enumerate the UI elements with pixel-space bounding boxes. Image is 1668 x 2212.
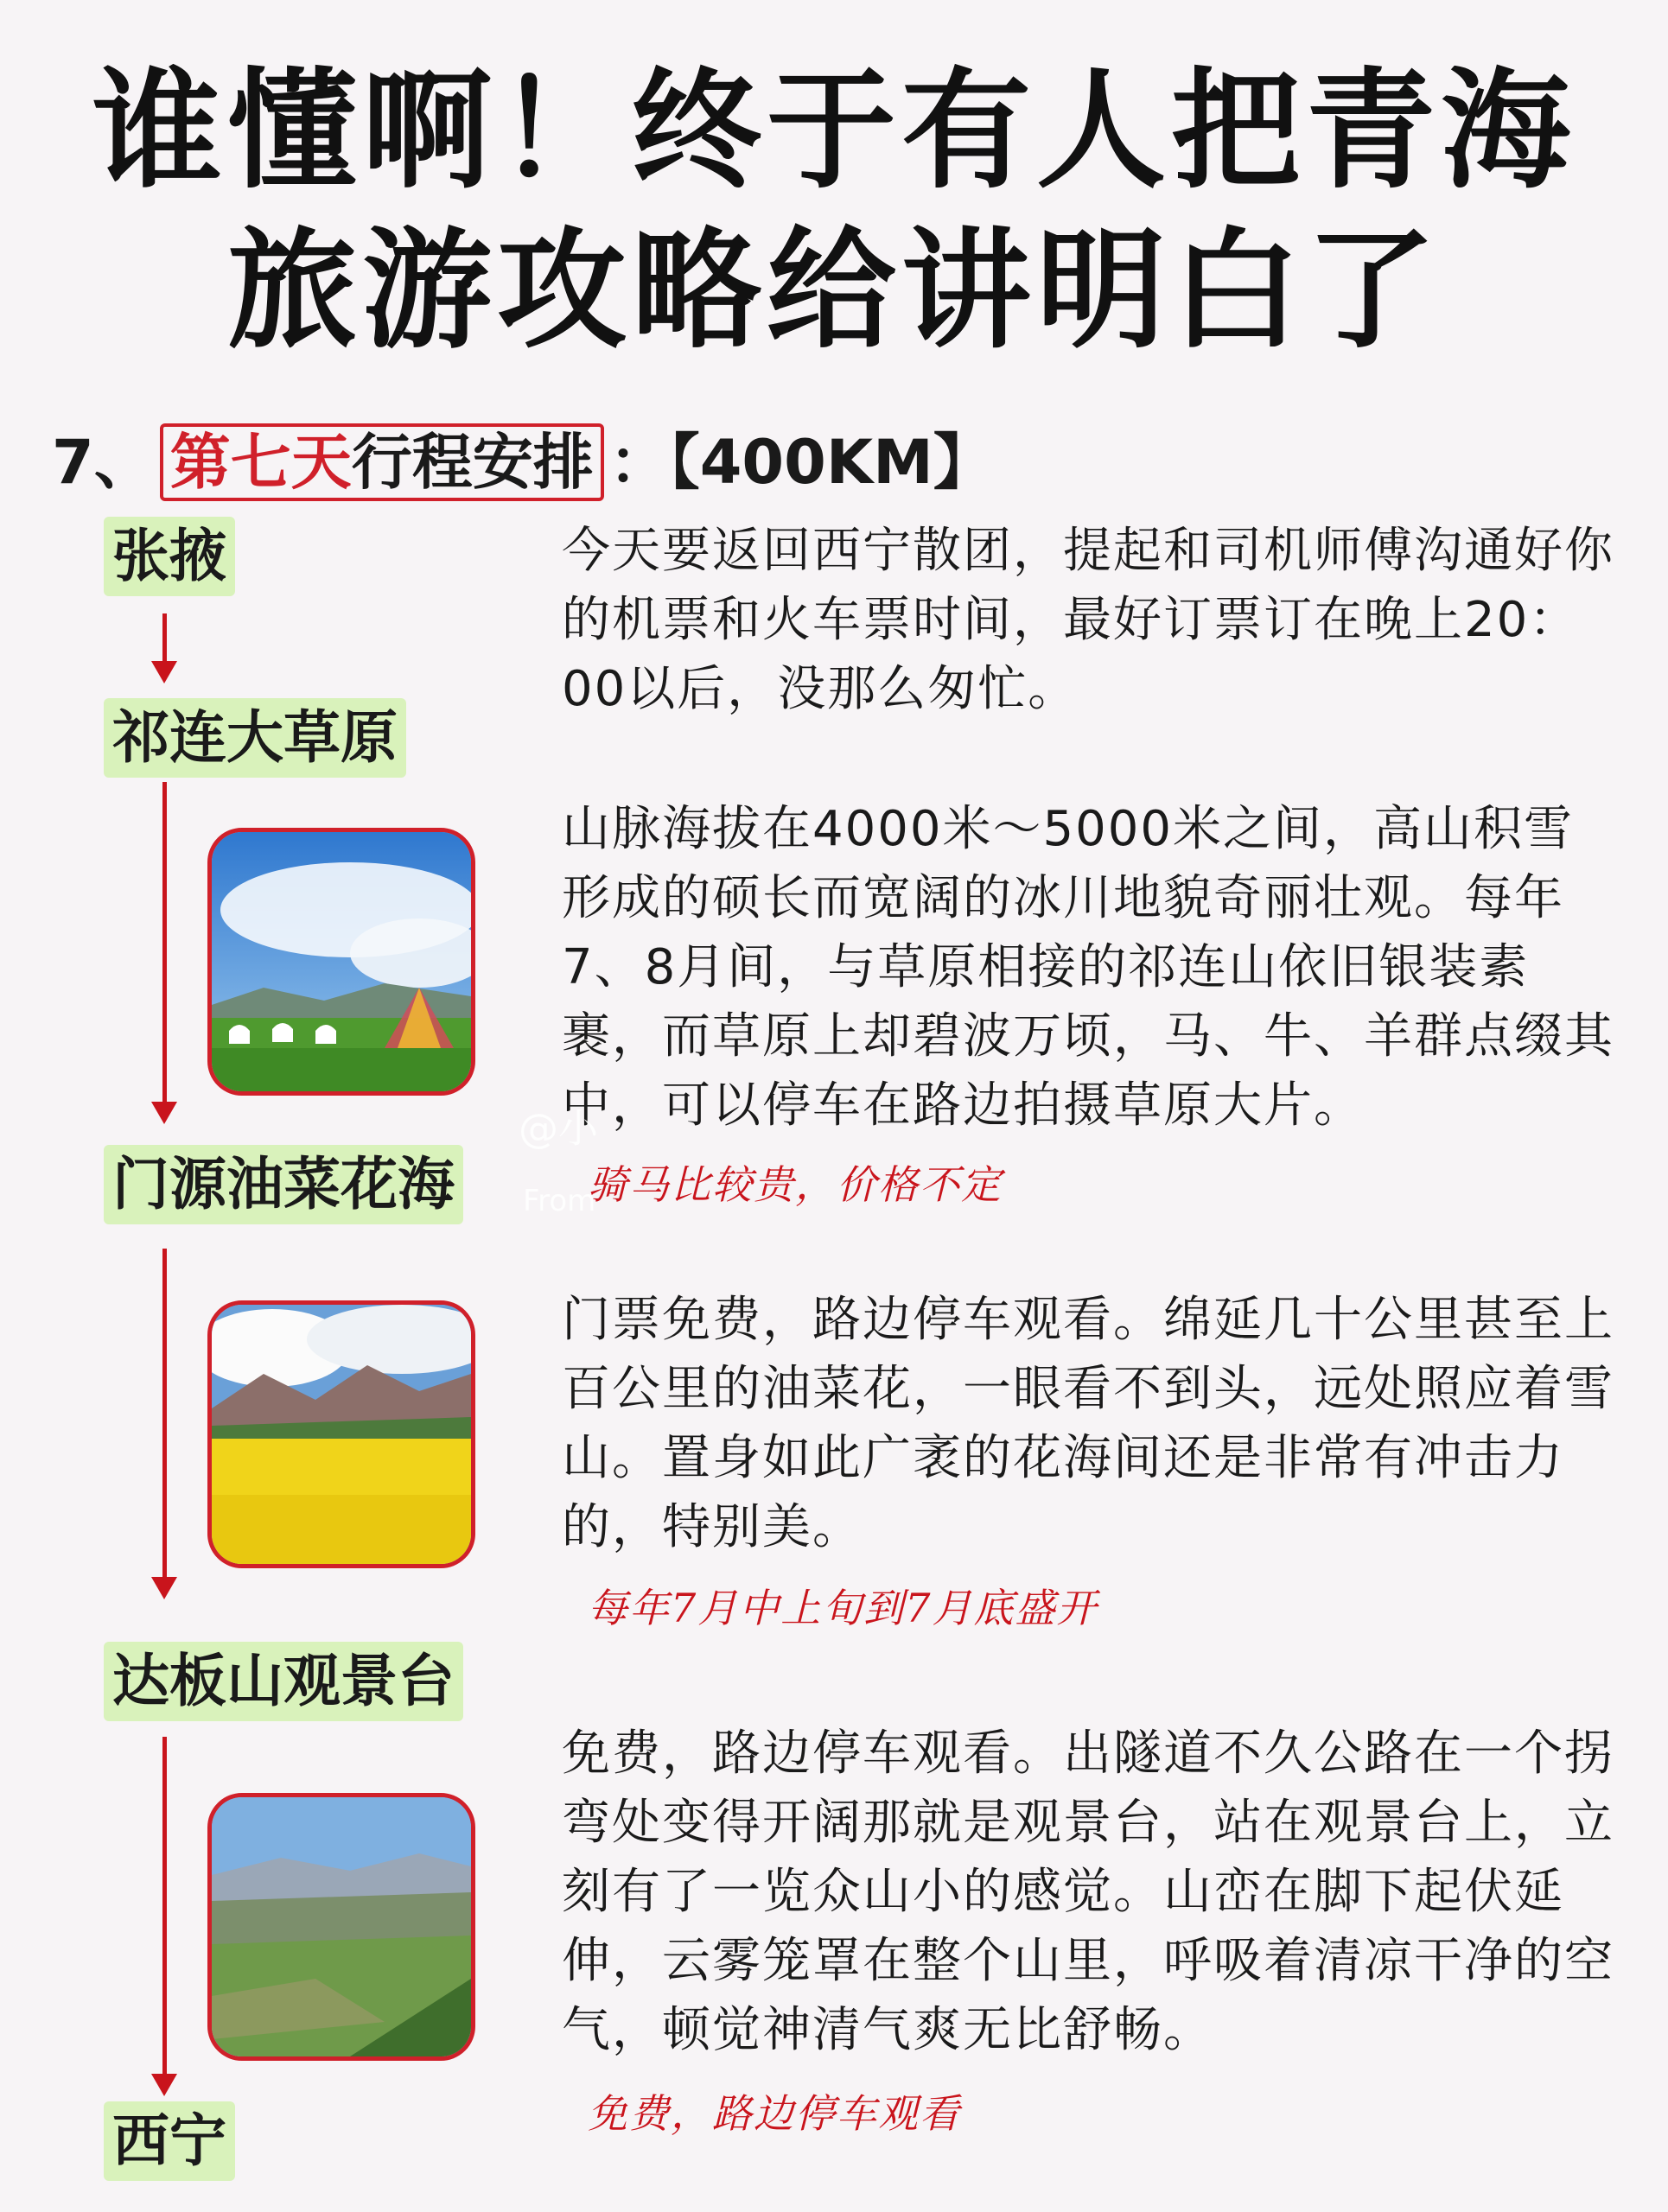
stop-zhangye: 张掖 — [104, 517, 235, 596]
arrow-down-icon — [151, 661, 177, 683]
stop-qilian-grassland: 祁连大草原 — [104, 698, 406, 778]
section-3-note: 每年7月中上旬到7月底盛开 — [588, 1585, 1098, 1631]
arrow-down-icon — [151, 1577, 177, 1599]
stop-dabanshan-viewpoint: 达板山观景台 — [104, 1642, 463, 1721]
stop-xining: 西宁 — [104, 2101, 235, 2181]
title-line-2: 旅游攻略给讲明白了 — [226, 216, 1441, 366]
rapeseed-photo — [207, 1300, 475, 1568]
timeline-line-3 — [162, 1249, 167, 1581]
viewpoint-photo — [207, 1793, 475, 2061]
arrow-down-icon — [151, 1102, 177, 1124]
day-heading — [52, 423, 994, 501]
title-line-1: 谁懂啊！终于有人把青海 — [92, 56, 1576, 207]
section-1-text: 今天要返回西宁散团，提起和司机师傅沟通好你的机票和火车票时间，最好订票订在晚上20：00以后，没那么匆忙。 — [562, 523, 1614, 717]
watermark-from: From — [523, 1184, 596, 1218]
timeline-line-4 — [162, 1737, 167, 2078]
schedule-label: 行程安排 — [351, 427, 594, 498]
section-2-text: 山脉海拔在4000米～5000米之间，高山积雪形成的硕长而宽阔的冰川地貌奇丽壮观。每年7、8月间，与草原相接的祁连山依旧银装素裹，而草原上却碧波万顷，马、牛、羊群点缀其中，可以停车在路边拍摄草原大片。 — [562, 801, 1614, 1134]
section-2-note: 骑马比较贵，价格不定 — [588, 1161, 1003, 1208]
day-highlight-box — [160, 423, 604, 501]
day-number: 7、 — [52, 427, 155, 498]
timeline-line-2 — [162, 782, 167, 1106]
grassland-photo — [207, 828, 475, 1096]
section-4-text: 免费，路边停车观看。出隧道不久公路在一个拐弯处变得开阔那就是观景台，站在观景台上，立刻有了一览众山小的感觉。山峦在脚下起伏延伸，云雾笼罩在整个山里，呼吸着清凉干净的空气，顿觉神清气爽无比舒畅。 — [562, 1726, 1614, 2058]
section-3-text: 门票免费，路边停车观看。绵延几十公里甚至上百公里的油菜花，一眼看不到头，远处照应着雪山。置身如此广袤的花海间还是非常有冲击力的，特别美。 — [562, 1292, 1614, 1555]
stop-menyuan-rapeseed: 门源油菜花海 — [104, 1145, 463, 1224]
distance-label: ：【400KM】 — [608, 427, 994, 498]
arrow-down-icon — [151, 2074, 177, 2096]
day-label: 第七天 — [169, 427, 352, 498]
timeline-line-1 — [162, 613, 167, 665]
watermark-handle: @小 — [519, 1105, 598, 1152]
section-4-note: 免费，路边停车观看 — [588, 2090, 961, 2137]
page-title — [0, 52, 1668, 372]
